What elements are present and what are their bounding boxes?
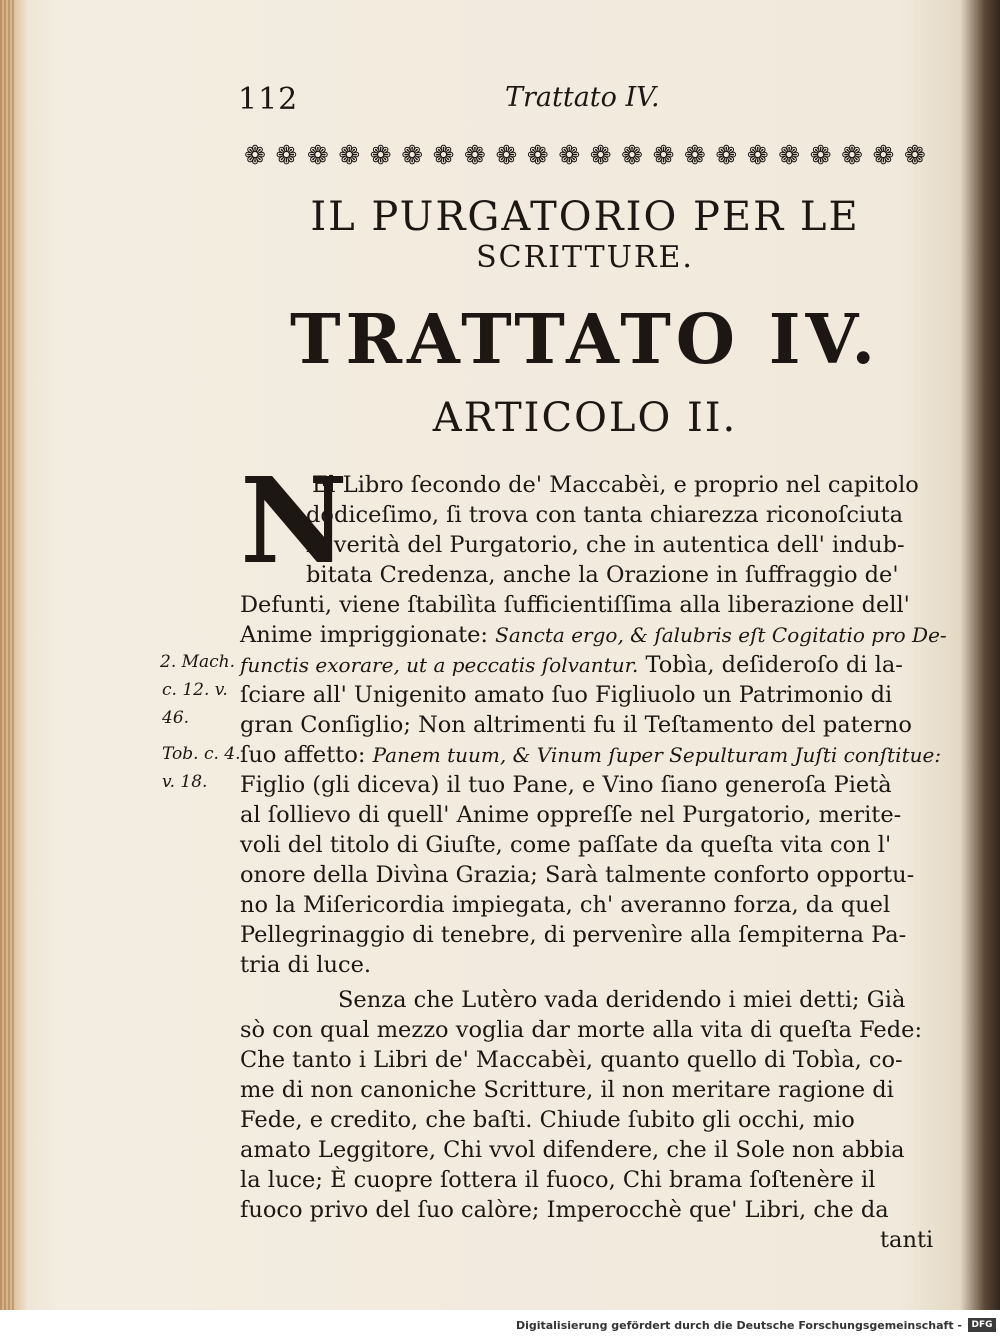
text-span: ſuo affetto: (240, 742, 373, 768)
ornament-glyph: ❁ (464, 141, 486, 171)
margin-note: 46. (162, 708, 190, 728)
ornament-glyph: ❁ (275, 141, 298, 171)
chapter-subtitle: SCRITTURE. (476, 240, 694, 275)
text-line (240, 620, 947, 650)
ornament-glyph: ❁ (495, 141, 518, 171)
text-span: Tobìa, deſideroſo di la- (638, 652, 903, 678)
catchword: tanti (880, 1227, 934, 1253)
ornament-glyph: ❁ (621, 141, 643, 171)
text-line: dodiceſimo, ſi trova con tanta chiarezza riconoſciuta (306, 502, 904, 528)
margin-note: c. 12. v. (162, 680, 228, 700)
text-line: la verità del Purgatorio, che in autentica dell' indub- (306, 532, 905, 558)
chapter-title: IL PURGATORIO PER LE (310, 194, 860, 240)
text-line: Fede, e credito, che baſti. Chiude ſubito gli occhi, mio (240, 1107, 855, 1133)
margin-note: v. 18. (162, 772, 208, 792)
article-heading: ARTICOLO II. (432, 395, 738, 441)
ornament-glyph: ❁ (903, 141, 926, 171)
text-line: Pellegrinaggio di tenebre, di pervenìre alla ſempiterna Pa- (240, 922, 907, 948)
ornament-glyph: ❁ (652, 141, 675, 171)
ornament-glyph: ❁ (715, 141, 738, 171)
text-line: voli del titolo di Giuſte, come paſſate da queſta vita con l' (240, 832, 892, 858)
dfg-logo: DFG (968, 1318, 996, 1332)
text-line: no la Miſericordia impiegata, ch' averanno forza, da quel (240, 892, 891, 918)
ornament-glyph: ❁ (841, 141, 863, 171)
text-line: onore della Divìna Grazia; Sarà talmente conforto opportu- (240, 862, 915, 888)
margin-note: 2. Mach. (160, 652, 236, 672)
text-line: ſciare all' Unigenito amato ſuo Figliuolo un Patrimonio di (240, 682, 893, 708)
treatise-heading: TRATTATO IV. (289, 300, 881, 380)
text-line: El Libro ſecondo de' Maccabèi, e proprio nel capitolo (312, 472, 919, 498)
ornament-glyph: ❁ (338, 141, 361, 171)
text-line: Senza che Lutèro vada deridendo i miei detti; Già (338, 987, 906, 1013)
latin-quote: functis exorare, ut a peccatis ſolvantur. (240, 653, 639, 677)
text-line: bitata Credenza, anche la Orazione in ſuffraggio de' (306, 562, 899, 588)
text-line (240, 740, 941, 770)
margin-note: Tob. c. 4. (162, 744, 241, 764)
text-line: gran Conſiglio; Non altrimenti fu il Teſtamento del paterno (240, 712, 912, 738)
ornament-glyph: ❁ (778, 141, 801, 171)
text-line: Figlio (gli diceva) il tuo Pane, e Vino ſiano generoſa Pietà (240, 772, 892, 798)
page-number: 112 (238, 82, 299, 117)
text-line: al ſollievo di quell' Anime oppreſſe nel Purgatorio, merite- (240, 802, 902, 828)
ornament-glyph: ❁ (872, 141, 895, 171)
latin-quote: Sancta ergo, & ſalubris eſt Cogitatio pro De- (495, 623, 947, 647)
ornament-glyph: ❁ (526, 141, 549, 171)
ornament-glyph: ❁ (306, 141, 329, 171)
ornament-glyph: ❁ (809, 141, 832, 171)
ornament-glyph: ❁ (369, 141, 392, 171)
page-edge (0, 0, 14, 1310)
ornament-glyph: ❁ (244, 141, 266, 171)
text-line: la luce; È cuopre ſottera il fuoco, Chi brama ſoſtenère il (240, 1167, 876, 1193)
text-line: sò con qual mezzo voglia dar morte alla vita di queſta Fede: (240, 1017, 923, 1043)
latin-quote: Panem tuum, & Vinum ſuper Sepulturam Juſti conſtitue: (372, 743, 942, 767)
text-line: amato Leggitore, Chi vvol difendere, che il Sole non abbia (240, 1137, 905, 1163)
text-line: Defunti, viene ſtabilìta ſufficientiſſima alla liberazione dell' (240, 592, 910, 618)
text-line: me di non canoniche Scritture, il non meritare ragione di (240, 1077, 894, 1103)
running-title: Trattato IV. (505, 82, 660, 113)
text-line: fuoco privo del ſuo calòre; Imperocchè que' Libri, che da (240, 1197, 889, 1223)
ornament-band (240, 140, 930, 172)
text-line: Che tanto i Libri de' Maccabèi, quanto quello di Tobìa, co- (240, 1047, 903, 1073)
ornament-glyph: ❁ (432, 141, 455, 171)
ornament-glyph: ❁ (401, 141, 423, 171)
text-span: Anime impriggionate: (240, 622, 496, 648)
drop-cap: N (240, 451, 348, 590)
text-line (240, 650, 903, 680)
ornament-glyph: ❁ (558, 141, 581, 171)
funding-credit: Digitalisierung gefördert durch die Deutsche Forschungsgemeinschaft - (515, 1319, 962, 1332)
ornament-glyph: ❁ (746, 141, 769, 171)
ornament-glyph: ❁ (684, 141, 706, 171)
ornament-glyph: ❁ (589, 141, 612, 171)
text-line: tria di luce. (240, 952, 372, 978)
